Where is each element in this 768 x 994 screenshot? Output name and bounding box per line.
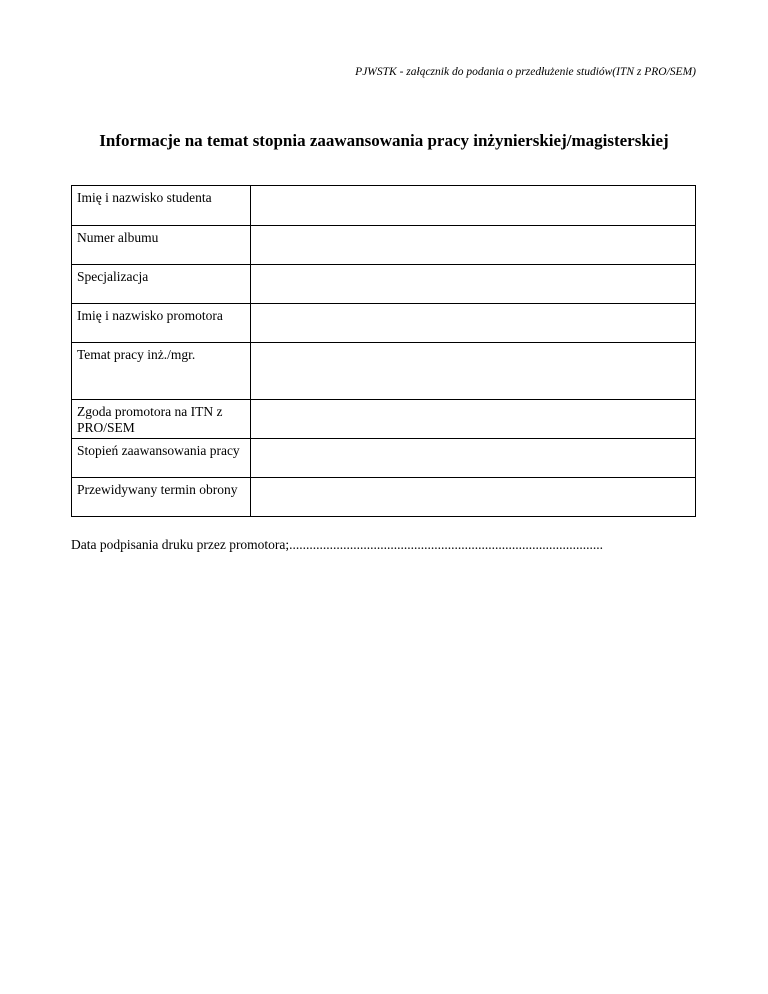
form-label: Temat pracy inż./mgr. [72, 343, 251, 400]
info-form-table [71, 185, 696, 517]
header-note: PJWSTK - załącznik do podania o przedłużenie studiów(ITN z PRO/SEM) [355, 66, 696, 78]
form-label: Specjalizacja [72, 265, 251, 304]
supervisor-consent-field[interactable] [251, 400, 696, 439]
form-row-supervisor-name [72, 304, 696, 343]
form-row-album-number [72, 226, 696, 265]
form-label: Imię i nazwisko studenta [72, 186, 251, 226]
form-row-specialization [72, 265, 696, 304]
signature-date-line: Data podpisania druku przez promotora;............................................................................................. [71, 537, 604, 552]
form-label: Zgoda promotora na ITN z PRO/SEM [72, 400, 251, 439]
document-title: Informacje na temat stopnia zaawansowania pracy inżynierskiej/magisterskiej [99, 131, 669, 150]
form-row-supervisor-consent [72, 400, 696, 439]
form-label: Imię i nazwisko promotora [72, 304, 251, 343]
student-name-field[interactable] [251, 186, 696, 226]
supervisor-name-field[interactable] [251, 304, 696, 343]
form-label: Przewidywany termin obrony [72, 478, 251, 517]
form-label: Stopień zaawansowania pracy [72, 439, 251, 478]
thesis-topic-field[interactable] [251, 343, 696, 400]
album-number-field[interactable] [251, 226, 696, 265]
form-row-defense-date [72, 478, 696, 517]
form-label: Numer albumu [72, 226, 251, 265]
defense-date-field[interactable] [251, 478, 696, 517]
specialization-field[interactable] [251, 265, 696, 304]
form-row-thesis-topic [72, 343, 696, 400]
progress-field[interactable] [251, 439, 696, 478]
form-row-student-name [72, 186, 696, 226]
form-row-progress [72, 439, 696, 478]
